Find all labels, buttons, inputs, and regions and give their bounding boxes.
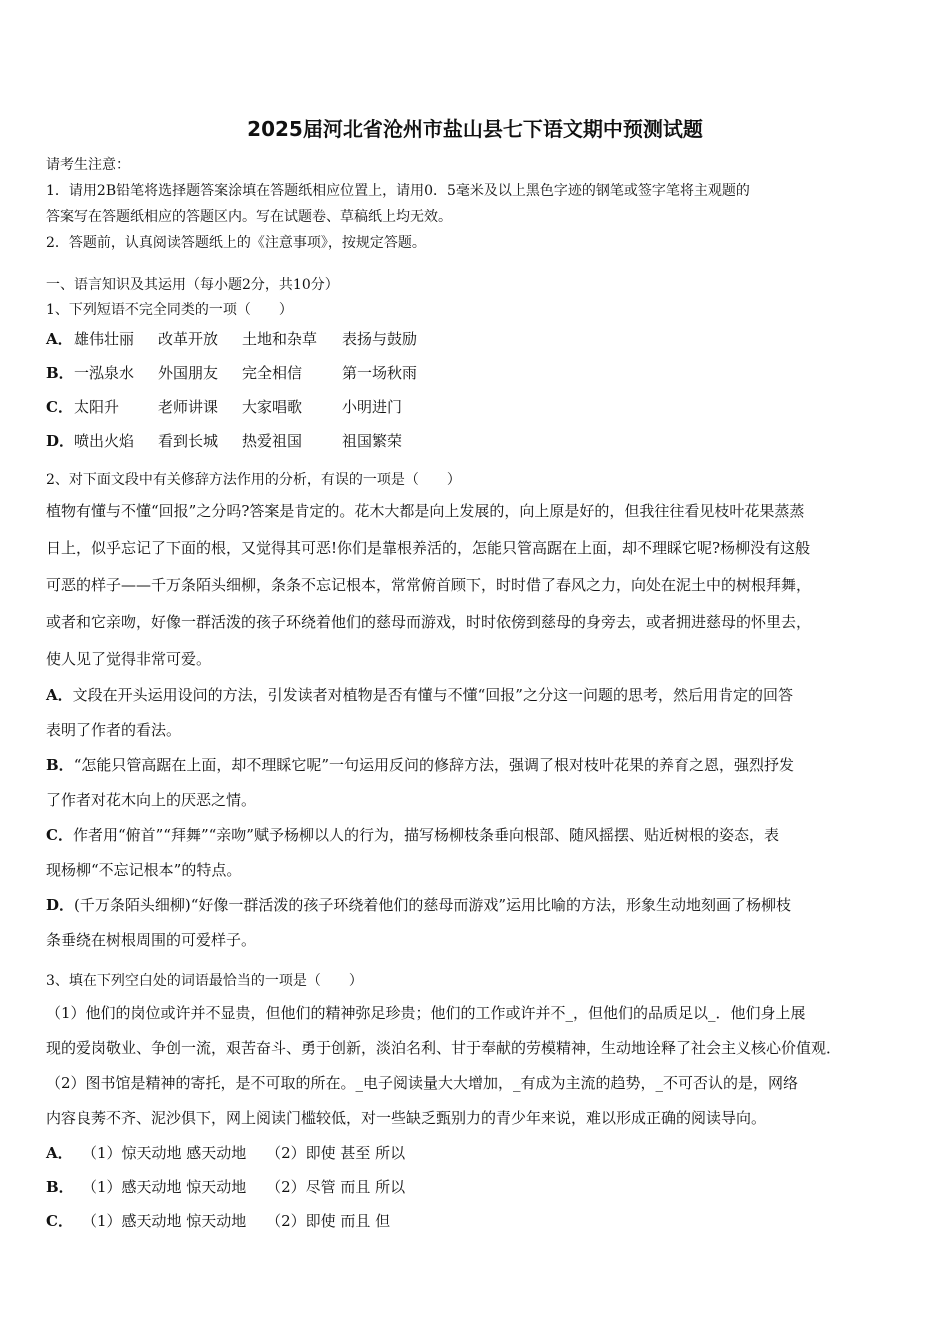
notice-item-1-line-2: 答案写在答题纸相应的答题区内。写在试题卷、草稿纸上均无效。 bbox=[46, 209, 452, 225]
option-phrase: 看到长城 bbox=[158, 432, 219, 450]
option-phrase: 老师讲课 bbox=[158, 398, 219, 416]
question-1-option-a[interactable] bbox=[46, 322, 906, 356]
question-3-option-a[interactable] bbox=[46, 1136, 916, 1170]
option-letter: A． bbox=[46, 330, 73, 348]
notice-item-1-line-1: 1．请用2B铅笔将选择题答案涂填在答题纸相应位置上，请用0．5毫米及以上黑色字迹的钢笔或签字笔将主观题的 bbox=[46, 183, 750, 199]
option-phrase: 太阳升 bbox=[74, 398, 120, 416]
question-1-option-c[interactable] bbox=[46, 390, 906, 424]
notice-item-2: 2．答题前，认真阅读答题纸上的《注意事项》，按规定答题。 bbox=[46, 235, 426, 251]
option-phrase: 小明进门 bbox=[342, 398, 403, 416]
question-2 bbox=[46, 467, 916, 958]
option-phrase: 雄伟壮丽 bbox=[74, 330, 135, 348]
option-phrase: 完全相信 bbox=[242, 364, 303, 382]
option-phrase: 第一场秋雨 bbox=[342, 364, 418, 382]
page-title: 2025届河北省沧州市盐山县七下语文期中预测试题 bbox=[247, 117, 703, 141]
q3-sentence-2-line-1: （2）图书馆是精神的寄托，是不可取的所在。_电子阅读量大大增加，_有成为主流的趋势，_不可否认的是，网络 bbox=[46, 1074, 799, 1092]
option-letter: B． bbox=[46, 1178, 74, 1196]
passage-line: 可恶的样子——千万条陌头细柳，条条不忘记根本，常常俯首顾下，时时借了春风之力，向处在泥土中的树根拜舞， bbox=[46, 576, 812, 594]
question-1-stem: 1、下列短语不完全同类的一项（ ） bbox=[46, 302, 293, 318]
question-2-option-a[interactable] bbox=[46, 678, 916, 748]
question-3-stem: 3、填在下列空白处的词语最恰当的一项是（ ） bbox=[46, 973, 363, 989]
option-phrase: 土地和杂草 bbox=[242, 330, 318, 348]
option-letter: C． bbox=[46, 826, 73, 844]
option-text: 作者用“俯首”“拜舞”“亲吻”赋予杨柳以人的行为，描写杨柳枝条垂向根部、随风摇摆、贴近树根的姿态，表 bbox=[72, 826, 779, 844]
option-text: 现杨柳“不忘记根本”的特点。 bbox=[46, 861, 242, 879]
option-text: 条垂绕在树根周围的可爱样子。 bbox=[46, 931, 257, 949]
question-3-option-b[interactable] bbox=[46, 1170, 916, 1204]
question-2-option-d[interactable] bbox=[46, 888, 916, 958]
option-phrase: 祖国繁荣 bbox=[342, 432, 403, 450]
option-letter: B． bbox=[46, 364, 74, 382]
option-text: （1）感天动地 惊天动地 （2）即使 而且 但 bbox=[82, 1212, 391, 1230]
option-phrase: 大家唱歌 bbox=[242, 398, 303, 416]
passage-line: 使人见了觉得非常可爱。 bbox=[46, 650, 212, 668]
question-2-option-c[interactable] bbox=[46, 818, 916, 888]
option-letter: D． bbox=[46, 432, 75, 450]
option-phrase: 外国朋友 bbox=[158, 364, 219, 382]
question-1-option-d[interactable] bbox=[46, 424, 906, 458]
option-text: （1）感天动地 惊天动地 （2）尽管 而且 所以 bbox=[82, 1178, 406, 1196]
option-text: 了作者对花木向上的厌恶之情。 bbox=[46, 791, 257, 809]
option-letter: C． bbox=[46, 1212, 73, 1230]
option-letter: A． bbox=[46, 686, 73, 704]
option-letter: C． bbox=[46, 398, 73, 416]
q3-sentence-1-line-2: 现的爱岗敬业、争创一流，艰苦奋斗、勇于创新，淡泊名利、甘于奉献的劳模精神，生动地诠释了社会主义核心价值观． bbox=[46, 1039, 842, 1057]
question-3-option-c[interactable] bbox=[46, 1204, 916, 1238]
question-2-stem: 2、对下面文段中有关修辞方法作用的分析，有误的一项是（ ） bbox=[46, 472, 461, 488]
notice-heading: 请考生注意： bbox=[46, 157, 130, 173]
notice-block bbox=[46, 152, 906, 256]
option-text: 文段在开头运用设问的方法，引发读者对植物是否有懂与不懂“回报”之分这一问题的思考，然后用肯定的回答 bbox=[72, 686, 793, 704]
question-2-option-b[interactable] bbox=[46, 748, 916, 818]
option-text: （1）惊天动地 感天动地 （2）即使 甚至 所以 bbox=[82, 1144, 406, 1162]
passage-line: 日上，似乎忘记了下面的根，又觉得其可恶!你们是靠根养活的，怎能只管高踞在上面，却不理睬它呢?杨柳没有这般 bbox=[46, 539, 811, 557]
option-letter: B． bbox=[46, 756, 74, 774]
q3-sentence-2-line-2: 内容良莠不齐、泥沙俱下，网上阅读门槛较低，对一些缺乏甄别力的青少年来说，难以形成正确的阅读导向。 bbox=[46, 1109, 767, 1127]
option-letter: A． bbox=[46, 1144, 73, 1162]
option-text: 表明了作者的看法。 bbox=[46, 721, 182, 739]
option-phrase: 热爱祖国 bbox=[242, 432, 303, 450]
section-heading: 一、语言知识及其运用（每小题2分，共10分） bbox=[46, 277, 339, 293]
option-letter: D． bbox=[46, 896, 75, 914]
option-text: “怎能只管高踞在上面，却不理睬它呢”一句运用反问的修辞方法，强调了根对枝叶花果的养育之恩，强烈抒发 bbox=[73, 756, 795, 774]
option-phrase: 一泓泉水 bbox=[74, 364, 135, 382]
passage-line: 植物有懂与不懂“回报”之分吗?答案是肯定的。花木大都是向上发展的，向上原是好的，但我往往看见枝叶花果蒸蒸 bbox=[46, 502, 805, 520]
question-3 bbox=[46, 966, 916, 1238]
q3-sentence-1-line-1: （1）他们的岗位或许并不显贵，但他们的精神弥足珍贵；他们的工作或许并不_，但他们的品质足以_．他们身上展 bbox=[46, 1004, 806, 1022]
option-phrase: 喷出火焰 bbox=[74, 432, 135, 450]
passage-line: 或者和它亲吻，好像一群活泼的孩子环绕着他们的慈母而游戏，时时依傍到慈母的身旁去，或者拥进慈母的怀里去， bbox=[46, 613, 812, 631]
option-phrase: 改革开放 bbox=[158, 330, 219, 348]
question-1-option-b[interactable] bbox=[46, 356, 906, 390]
question-1 bbox=[46, 298, 906, 458]
option-text: (千万条陌头细柳)“好像一群活泼的孩子环绕着他们的慈母而游戏”运用比喻的方法，形象生动地刻画了杨柳枝 bbox=[74, 896, 792, 914]
option-phrase: 表扬与鼓励 bbox=[342, 330, 418, 348]
